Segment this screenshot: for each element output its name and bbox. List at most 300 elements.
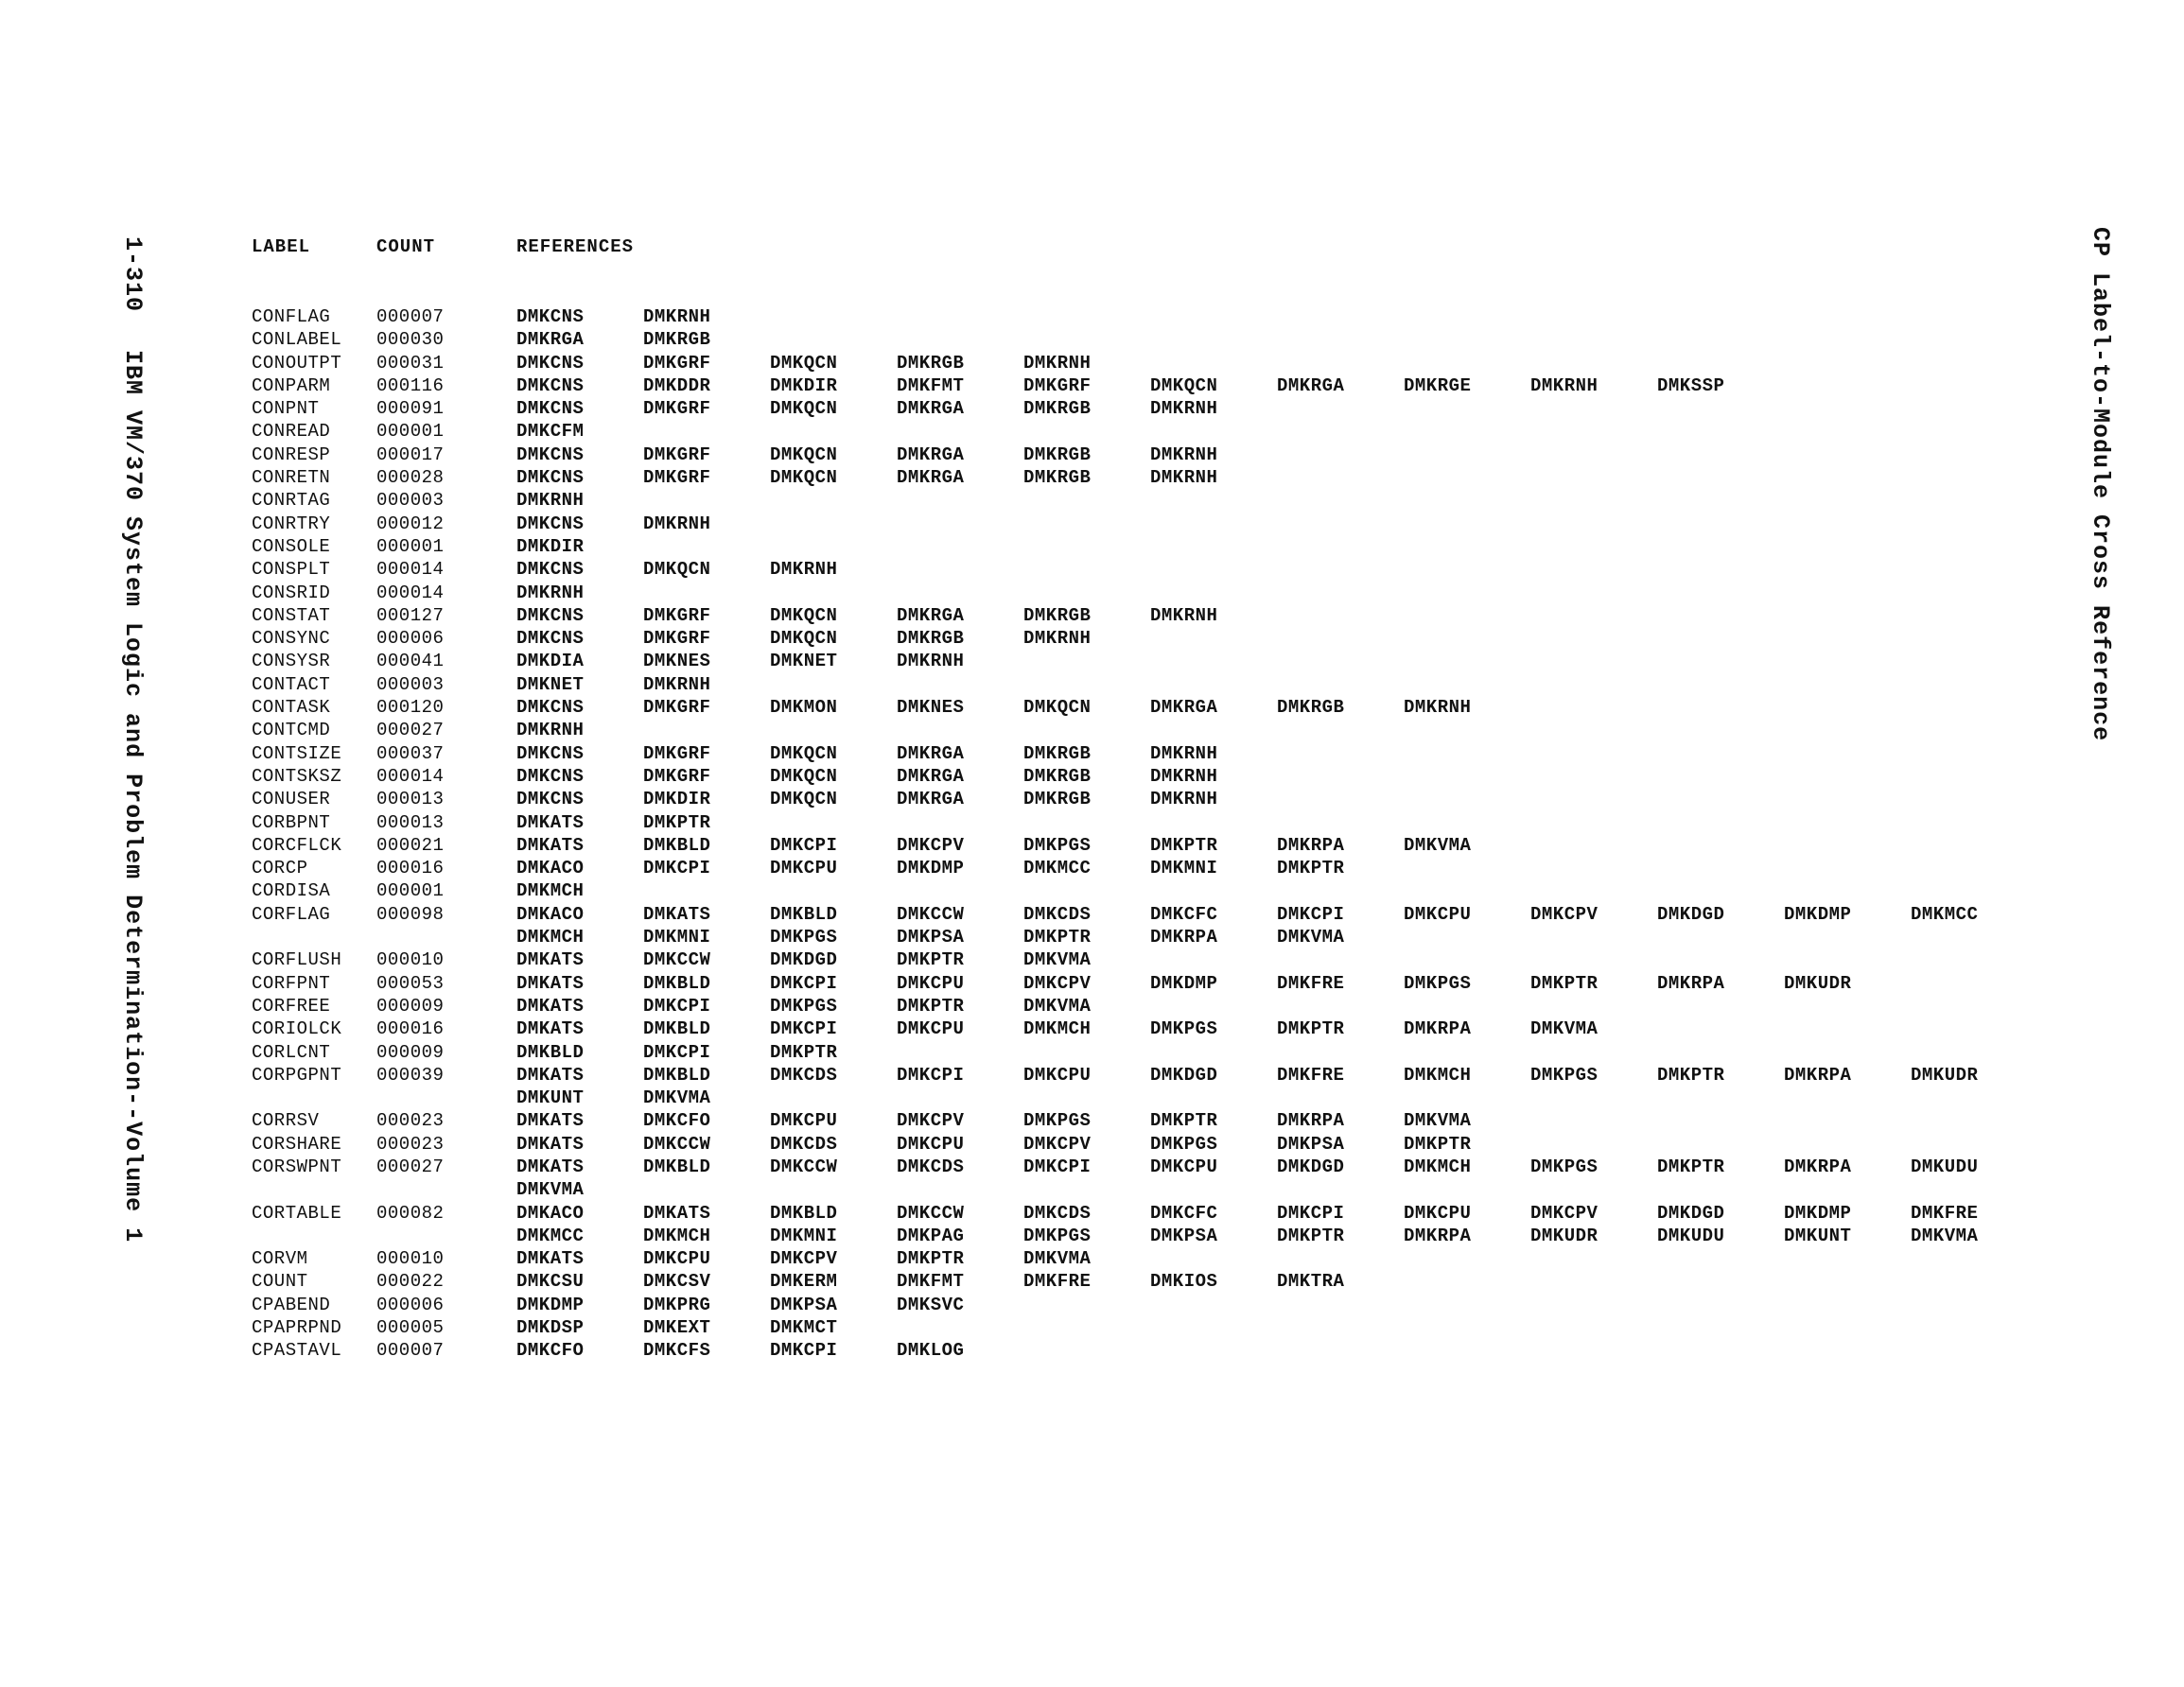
reference-cell: DMKUDR xyxy=(1911,1064,1979,1086)
reference-cell: DMKATS xyxy=(516,1156,585,1177)
table-row xyxy=(0,604,2184,627)
reference-cell: DMKPSA xyxy=(897,927,965,948)
reference-cell: DMKPTR xyxy=(897,949,965,971)
reference-cell: DMKVMA xyxy=(1404,834,1472,856)
count-cell: 000016 xyxy=(376,1018,445,1040)
reference-cell: DMKQCN xyxy=(1023,697,1092,719)
table-row xyxy=(0,1017,2184,1040)
reference-cell: DMKCPI xyxy=(1277,903,1345,925)
reference-cell: DMKNES xyxy=(643,651,711,672)
label-cell: CONTCMD xyxy=(252,720,331,741)
reference-cell: DMKCCW xyxy=(897,1202,965,1224)
count-cell: 000014 xyxy=(376,765,445,787)
reference-cell: DMKEXT xyxy=(643,1317,711,1339)
reference-cell: DMKDGD xyxy=(1657,1202,1725,1224)
label-cell: CONRTRY xyxy=(252,513,331,534)
reference-cell: DMKCNS xyxy=(516,765,585,787)
reference-cell: DMKCDS xyxy=(770,1133,838,1155)
reference-cell: DMKMCH xyxy=(1023,1018,1092,1040)
count-cell: 000003 xyxy=(376,490,445,512)
reference-cell: DMKPTR xyxy=(897,995,965,1017)
reference-cell: DMKDGD xyxy=(1150,1064,1218,1086)
table-row xyxy=(0,420,2184,443)
count-cell: 000013 xyxy=(376,789,445,810)
reference-cell: DMKQCN xyxy=(770,443,838,465)
reference-cell: DMKRNH xyxy=(516,490,585,512)
reference-cell: DMKCPI xyxy=(770,834,838,856)
count-cell: 000039 xyxy=(376,1064,445,1086)
reference-cell: DMKCNS xyxy=(516,742,585,764)
reference-cell: DMKVMA xyxy=(643,1087,711,1109)
table-row xyxy=(0,397,2184,420)
table-row xyxy=(0,1156,2184,1178)
reference-cell: DMKVMA xyxy=(1404,1110,1472,1132)
reference-cell: DMKQCN xyxy=(770,789,838,810)
reference-cell: DMKFRE xyxy=(1911,1202,1979,1224)
reference-cell: DMKFRE xyxy=(1277,1064,1345,1086)
reference-cell: DMKRNH xyxy=(1023,352,1092,374)
reference-cell: DMKDSP xyxy=(516,1317,585,1339)
label-cell: CORSHARE xyxy=(252,1133,342,1155)
label-cell: CORCFLCK xyxy=(252,834,342,856)
reference-cell: DMKDIR xyxy=(516,535,585,557)
reference-cell: DMKPGS xyxy=(1530,1156,1599,1177)
reference-cell: DMKMNI xyxy=(643,927,711,948)
reference-cell: DMKGRF xyxy=(1023,374,1092,396)
label-cell: CORFLUSH xyxy=(252,949,342,971)
reference-cell: DMKPGS xyxy=(1023,1225,1092,1246)
reference-cell: DMKRPA xyxy=(1277,1110,1345,1132)
reference-cell: DMKBLD xyxy=(770,903,838,925)
reference-cell: DMKCPV xyxy=(1530,1202,1599,1224)
reference-cell: DMKVMA xyxy=(1911,1225,1979,1246)
reference-cell: DMKATS xyxy=(516,1248,585,1270)
table-row xyxy=(0,1064,2184,1087)
reference-cell: DMKRNH xyxy=(1530,374,1599,396)
table-row xyxy=(0,650,2184,672)
reference-cell: DMKSSP xyxy=(1657,374,1725,396)
right-margin-running-head: CP Label-to-Module Cross Reference xyxy=(2087,227,2114,742)
reference-cell: DMKCNS xyxy=(516,559,585,581)
count-cell: 000001 xyxy=(376,421,445,443)
reference-cell: DMKRPA xyxy=(1784,1156,1852,1177)
reference-cell: DMKRPA xyxy=(1657,972,1725,994)
count-cell: 000006 xyxy=(376,1294,445,1315)
label-cell: CONSYSR xyxy=(252,651,331,672)
reference-cell: DMKCNS xyxy=(516,513,585,534)
count-cell: 000007 xyxy=(376,1340,445,1362)
reference-cell: DMKCPV xyxy=(770,1248,838,1270)
reference-cell: DMKPSA xyxy=(770,1294,838,1315)
count-cell: 000009 xyxy=(376,1041,445,1063)
table-row xyxy=(0,673,2184,696)
reference-cell: DMKRGB xyxy=(1023,604,1092,626)
reference-cell: DMKGRF xyxy=(643,604,711,626)
table-row xyxy=(0,834,2184,857)
table-row xyxy=(0,995,2184,1017)
reference-cell: DMKRGB xyxy=(1277,697,1345,719)
count-cell: 000127 xyxy=(376,604,445,626)
count-cell: 000028 xyxy=(376,467,445,489)
reference-cell: DMKCNS xyxy=(516,374,585,396)
count-cell: 000053 xyxy=(376,972,445,994)
label-cell: CONTASK xyxy=(252,697,331,719)
reference-cell: DMKRGA xyxy=(897,467,965,489)
reference-cell: DMKMCH xyxy=(1404,1156,1472,1177)
reference-cell: DMKRNH xyxy=(516,720,585,741)
reference-cell: DMKMNI xyxy=(770,1225,838,1246)
reference-cell: DMKRGA xyxy=(1150,697,1218,719)
table-row xyxy=(0,582,2184,604)
reference-cell: DMKCPV xyxy=(1023,1133,1092,1155)
reference-cell: DMKCPV xyxy=(897,834,965,856)
table-row xyxy=(0,1178,2184,1201)
reference-cell: DMKMNI xyxy=(1150,858,1218,879)
reference-cell: DMKPGS xyxy=(1150,1018,1218,1040)
label-cell: CONUSER xyxy=(252,789,331,810)
reference-cell: DMKQCN xyxy=(770,628,838,650)
table-row xyxy=(0,1294,2184,1316)
reference-cell: DMKBLD xyxy=(643,834,711,856)
reference-cell: DMKCPU xyxy=(770,1110,838,1132)
count-cell: 000091 xyxy=(376,398,445,420)
reference-cell: DMKFRE xyxy=(1277,972,1345,994)
table-row xyxy=(0,879,2184,902)
reference-cell: DMKCPI xyxy=(770,1018,838,1040)
reference-cell: DMKNES xyxy=(897,697,965,719)
table-row xyxy=(0,1041,2184,1064)
table-row xyxy=(0,903,2184,926)
count-cell: 000027 xyxy=(376,720,445,741)
reference-cell: DMKRNH xyxy=(643,306,711,327)
table-row xyxy=(0,1087,2184,1109)
reference-cell: DMKSVC xyxy=(897,1294,965,1315)
reference-cell: DMKMCH xyxy=(1404,1064,1472,1086)
reference-cell: DMKRGB xyxy=(1023,789,1092,810)
reference-cell: DMKCPI xyxy=(643,1041,711,1063)
reference-cell: DMKCPU xyxy=(643,1248,711,1270)
count-cell: 000014 xyxy=(376,559,445,581)
reference-cell: DMKDMP xyxy=(1784,1202,1852,1224)
reference-cell: DMKCPU xyxy=(1404,903,1472,925)
reference-cell: DMKPRG xyxy=(643,1294,711,1315)
reference-cell: DMKRGB xyxy=(897,628,965,650)
reference-cell: DMKGRF xyxy=(643,697,711,719)
count-cell: 000007 xyxy=(376,306,445,327)
reference-cell: DMKCPU xyxy=(1023,1064,1092,1086)
reference-cell: DMKCPV xyxy=(1023,972,1092,994)
reference-cell: DMKDIA xyxy=(516,651,585,672)
label-cell: CORTABLE xyxy=(252,1202,342,1224)
label-cell: CONRTAG xyxy=(252,490,331,512)
table-row xyxy=(0,857,2184,879)
table-row xyxy=(0,535,2184,558)
reference-cell: DMKCNS xyxy=(516,789,585,810)
reference-cell: DMKATS xyxy=(643,903,711,925)
count-cell: 000003 xyxy=(376,673,445,695)
reference-cell: DMKCNS xyxy=(516,628,585,650)
table-row xyxy=(0,742,2184,765)
count-cell: 000023 xyxy=(376,1110,445,1132)
reference-cell: DMKMCH xyxy=(643,1225,711,1246)
reference-cell: DMKPTR xyxy=(1150,1110,1218,1132)
reference-cell: DMKACO xyxy=(516,903,585,925)
reference-cell: DMKCSU xyxy=(516,1271,585,1293)
reference-cell: DMKCPI xyxy=(1023,1156,1092,1177)
label-cell: CONPNT xyxy=(252,398,320,420)
reference-cell: DMKPSA xyxy=(1277,1133,1345,1155)
label-cell: CONREAD xyxy=(252,421,331,443)
reference-cell: DMKRGB xyxy=(1023,765,1092,787)
reference-cell: DMKFMT xyxy=(897,1271,965,1293)
page-number: 1-310 xyxy=(119,236,147,313)
count-cell: 000006 xyxy=(376,628,445,650)
table-row xyxy=(0,466,2184,489)
reference-cell: DMKPTR xyxy=(897,1248,965,1270)
reference-cell: DMKVMA xyxy=(1530,1018,1599,1040)
reference-cell: DMKDIR xyxy=(770,374,838,396)
reference-cell: DMKCCW xyxy=(643,949,711,971)
count-cell: 000031 xyxy=(376,352,445,374)
table-row xyxy=(0,1109,2184,1132)
reference-cell: DMKRNH xyxy=(770,559,838,581)
reference-cell: DMKPTR xyxy=(1657,1064,1725,1086)
reference-cell: DMKPSA xyxy=(1150,1225,1218,1246)
reference-cell: DMKRGA xyxy=(897,604,965,626)
reference-cell: DMKRGB xyxy=(1023,467,1092,489)
reference-cell: DMKCFC xyxy=(1150,903,1218,925)
reference-cell: DMKRGA xyxy=(1277,374,1345,396)
reference-cell: DMKDMP xyxy=(516,1294,585,1315)
reference-cell: DMKPTR xyxy=(1657,1156,1725,1177)
reference-cell: DMKVMA xyxy=(1023,1248,1092,1270)
reference-cell: DMKCCW xyxy=(897,903,965,925)
reference-cell: DMKRNH xyxy=(1150,467,1218,489)
reference-cell: DMKBLD xyxy=(643,972,711,994)
reference-cell: DMKPGS xyxy=(770,927,838,948)
count-cell: 000010 xyxy=(376,949,445,971)
reference-cell: DMKATS xyxy=(516,949,585,971)
reference-cell: DMKRNH xyxy=(1150,604,1218,626)
table-row xyxy=(0,972,2184,995)
reference-cell: DMKVMA xyxy=(1023,995,1092,1017)
reference-cell: DMKBLD xyxy=(643,1156,711,1177)
reference-cell: DMKPGS xyxy=(770,995,838,1017)
label-cell: CONSTAT xyxy=(252,604,331,626)
reference-cell: DMKCNS xyxy=(516,443,585,465)
reference-cell: DMKDMP xyxy=(897,858,965,879)
reference-cell: DMKCNS xyxy=(516,604,585,626)
reference-cell: DMKCFO xyxy=(643,1110,711,1132)
count-cell: 000014 xyxy=(376,582,445,603)
label-cell: CONSOLE xyxy=(252,535,331,557)
reference-cell: DMKCPU xyxy=(1404,1202,1472,1224)
reference-cell: DMKGRF xyxy=(643,398,711,420)
reference-cell: DMKDGD xyxy=(1657,903,1725,925)
table-row xyxy=(0,305,2184,328)
label-cell: CORFPNT xyxy=(252,972,331,994)
table-row xyxy=(0,352,2184,374)
reference-cell: DMKCNS xyxy=(516,398,585,420)
reference-cell: DMKRGB xyxy=(897,352,965,374)
label-cell: CONTSIZE xyxy=(252,742,342,764)
table-row xyxy=(0,558,2184,581)
reference-cell: DMKDIR xyxy=(643,789,711,810)
reference-cell: DMKVMA xyxy=(516,1179,585,1201)
reference-cell: DMKBLD xyxy=(516,1041,585,1063)
table-row xyxy=(0,489,2184,512)
reference-cell: DMKCPI xyxy=(643,858,711,879)
reference-cell: DMKCNS xyxy=(516,306,585,327)
reference-cell: DMKIOS xyxy=(1150,1271,1218,1293)
reference-cell: DMKRGA xyxy=(897,443,965,465)
label-cell: CONTACT xyxy=(252,673,331,695)
count-cell: 000005 xyxy=(376,1317,445,1339)
count-cell: 000001 xyxy=(376,880,445,902)
reference-cell: DMKTRA xyxy=(1277,1271,1345,1293)
table-row xyxy=(0,948,2184,971)
reference-cell: DMKFRE xyxy=(1023,1271,1092,1293)
reference-cell: DMKDGD xyxy=(770,949,838,971)
reference-cell: DMKCPU xyxy=(1150,1156,1218,1177)
label-cell: CORDISA xyxy=(252,880,331,902)
label-cell: CPASTAVL xyxy=(252,1340,342,1362)
reference-cell: DMKRGA xyxy=(516,329,585,351)
count-cell: 000013 xyxy=(376,811,445,833)
reference-cell: DMKPGS xyxy=(1023,1110,1092,1132)
reference-cell: DMKCPI xyxy=(770,1340,838,1362)
label-cell: CONTSKSZ xyxy=(252,765,342,787)
label-cell: CONSYNC xyxy=(252,628,331,650)
reference-cell: DMKCCW xyxy=(770,1156,838,1177)
count-cell: 000012 xyxy=(376,513,445,534)
reference-cell: DMKMON xyxy=(770,697,838,719)
reference-cell: DMKACO xyxy=(516,1202,585,1224)
reference-cell: DMKRGA xyxy=(897,765,965,787)
reference-cell: DMKPGS xyxy=(1023,834,1092,856)
reference-cell: DMKPAG xyxy=(897,1225,965,1246)
reference-cell: DMKCPV xyxy=(897,1110,965,1132)
count-cell: 000030 xyxy=(376,329,445,351)
reference-cell: DMKGRF xyxy=(643,628,711,650)
label-cell: CPAPRPND xyxy=(252,1317,342,1339)
count-cell: 000037 xyxy=(376,742,445,764)
table-row xyxy=(0,328,2184,351)
reference-cell: DMKUDU xyxy=(1911,1156,1979,1177)
reference-cell: DMKCFO xyxy=(516,1340,585,1362)
reference-cell: DMKPTR xyxy=(770,1041,838,1063)
label-cell: CORRSV xyxy=(252,1110,320,1132)
label-cell: COUNT xyxy=(252,1271,308,1293)
table-row xyxy=(0,513,2184,535)
reference-cell: DMKNET xyxy=(516,673,585,695)
count-cell: 000009 xyxy=(376,995,445,1017)
reference-cell: DMKPTR xyxy=(643,811,711,833)
reference-cell: DMKMCH xyxy=(516,927,585,948)
reference-cell: DMKCPU xyxy=(897,1018,965,1040)
reference-cell: DMKMCH xyxy=(516,880,585,902)
reference-cell: DMKQCN xyxy=(770,398,838,420)
reference-cell: DMKATS xyxy=(516,1133,585,1155)
reference-cell: DMKRNH xyxy=(897,651,965,672)
reference-cell: DMKRNH xyxy=(516,582,585,603)
book-title: IBM VM/370 System Logic and Problem Determination--Volume 1 xyxy=(119,350,147,1244)
reference-cell: DMKPGS xyxy=(1404,972,1472,994)
reference-cell: DMKERM xyxy=(770,1271,838,1293)
reference-cell: DMKATS xyxy=(516,1018,585,1040)
reference-cell: DMKATS xyxy=(516,811,585,833)
table-row xyxy=(0,696,2184,719)
count-cell: 000022 xyxy=(376,1271,445,1293)
reference-cell: DMKRGE xyxy=(1404,374,1472,396)
reference-cell: DMKUNT xyxy=(516,1087,585,1109)
reference-cell: DMKCPI xyxy=(897,1064,965,1086)
reference-cell: DMKRNH xyxy=(1150,443,1218,465)
reference-cell: DMKQCN xyxy=(643,559,711,581)
reference-cell: DMKMCT xyxy=(770,1317,838,1339)
reference-cell: DMKCPI xyxy=(770,972,838,994)
count-cell: 000017 xyxy=(376,443,445,465)
label-cell: CORPGPNT xyxy=(252,1064,342,1086)
label-cell: CORCP xyxy=(252,858,308,879)
reference-cell: DMKQCN xyxy=(770,352,838,374)
label-cell: CONFLAG xyxy=(252,306,331,327)
reference-cell: DMKQCN xyxy=(770,765,838,787)
reference-cell: DMKATS xyxy=(516,834,585,856)
reference-cell: DMKRGA xyxy=(897,789,965,810)
reference-cell: DMKLOG xyxy=(897,1340,965,1362)
reference-cell: DMKCCW xyxy=(643,1133,711,1155)
count-cell: 000041 xyxy=(376,651,445,672)
reference-cell: DMKPTR xyxy=(1404,1133,1472,1155)
count-cell: 000027 xyxy=(376,1156,445,1177)
label-cell: CONRETN xyxy=(252,467,331,489)
reference-cell: DMKRNH xyxy=(1150,742,1218,764)
reference-cell: DMKBLD xyxy=(643,1064,711,1086)
reference-cell: DMKRNH xyxy=(1150,398,1218,420)
reference-cell: DMKRGB xyxy=(643,329,711,351)
reference-cell: DMKQCN xyxy=(770,604,838,626)
table-row xyxy=(0,1339,2184,1362)
reference-cell: DMKUDU xyxy=(1657,1225,1725,1246)
reference-cell: DMKATS xyxy=(516,1110,585,1132)
label-cell: CORIOLCK xyxy=(252,1018,342,1040)
reference-cell: DMKUNT xyxy=(1784,1225,1852,1246)
label-cell: CONLABEL xyxy=(252,329,342,351)
label-cell: CORFREE xyxy=(252,995,331,1017)
reference-cell: DMKCPU xyxy=(897,1133,965,1155)
reference-cell: DMKMCC xyxy=(1911,903,1979,925)
reference-cell: DMKCFC xyxy=(1150,1202,1218,1224)
reference-cell: DMKATS xyxy=(516,1064,585,1086)
reference-cell: DMKRGB xyxy=(1023,742,1092,764)
reference-cell: DMKATS xyxy=(516,972,585,994)
reference-cell: DMKGRF xyxy=(643,352,711,374)
reference-cell: DMKRGB xyxy=(1023,398,1092,420)
reference-cell: DMKGRF xyxy=(643,467,711,489)
reference-cell: DMKRNH xyxy=(1150,789,1218,810)
table-row xyxy=(0,627,2184,650)
reference-cell: DMKCNS xyxy=(516,352,585,374)
reference-cell: DMKDDR xyxy=(643,374,711,396)
reference-cell: DMKCNS xyxy=(516,697,585,719)
reference-cell: DMKGRF xyxy=(643,765,711,787)
reference-cell: DMKATS xyxy=(516,995,585,1017)
count-cell: 000098 xyxy=(376,903,445,925)
reference-cell: DMKCPI xyxy=(643,995,711,1017)
reference-cell: DMKATS xyxy=(643,1202,711,1224)
count-cell: 000010 xyxy=(376,1248,445,1270)
